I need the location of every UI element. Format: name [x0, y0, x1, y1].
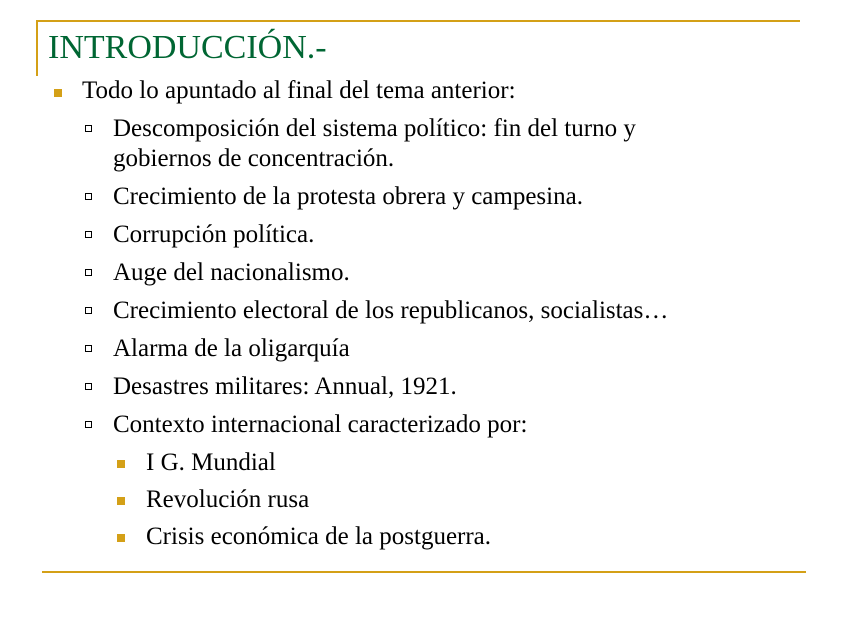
hollow-square-bullet-icon: [85, 125, 92, 132]
top-divider: [36, 20, 800, 22]
sub-point: [0, 372, 733, 402]
context-point: [0, 448, 848, 478]
sub-point: [0, 410, 733, 440]
context-point-text: Crisis económica de la postguerra.: [146, 523, 492, 550]
sub-point: [0, 182, 733, 212]
hollow-square-bullet-icon: [85, 231, 92, 238]
square-bullet-icon: [117, 460, 125, 468]
sub-point-text: Auge del nacionalismo.: [113, 259, 350, 286]
square-bullet-icon: [117, 534, 125, 542]
sub-point: [0, 220, 733, 250]
main-point-text: Todo lo apuntado al final del tema anterior:: [82, 77, 516, 104]
slide-title: INTRODUCCIÓN.-: [48, 29, 327, 66]
sub-point: [0, 258, 733, 288]
sub-point-text: Crecimiento electoral de los republicanos, socialistas…: [113, 297, 669, 324]
hollow-square-bullet-icon: [85, 421, 92, 428]
hollow-square-bullet-icon: [85, 383, 92, 390]
sub-point-text: Contexto internacional caracterizado por:: [113, 411, 528, 438]
main-point: [0, 76, 848, 106]
sub-point-text: Crecimiento de la protesta obrera y campesina.: [113, 183, 583, 210]
slide-content: [0, 76, 848, 559]
sub-point: [0, 114, 733, 174]
sub-point-text: Descomposición del sistema político: fin del turno y gobiernos de concentración.: [113, 115, 636, 172]
sub-point-text: Alarma de la oligarquía: [113, 335, 350, 362]
context-point-text: I G. Mundial: [146, 449, 276, 476]
context-point: [0, 522, 848, 552]
left-divider: [36, 20, 38, 76]
sub-point: [0, 296, 733, 326]
sub-point-text: Corrupción política.: [113, 221, 315, 248]
sub-point-text: Desastres militares: Annual, 1921.: [113, 373, 457, 400]
hollow-square-bullet-icon: [85, 345, 92, 352]
bottom-divider: [42, 571, 806, 573]
hollow-square-bullet-icon: [85, 269, 92, 276]
square-bullet-icon: [54, 89, 62, 97]
hollow-square-bullet-icon: [85, 193, 92, 200]
context-point: [0, 485, 848, 515]
square-bullet-icon: [117, 497, 125, 505]
sub-point: [0, 334, 733, 364]
context-point-text: Revolución rusa: [146, 486, 310, 513]
hollow-square-bullet-icon: [85, 307, 92, 314]
